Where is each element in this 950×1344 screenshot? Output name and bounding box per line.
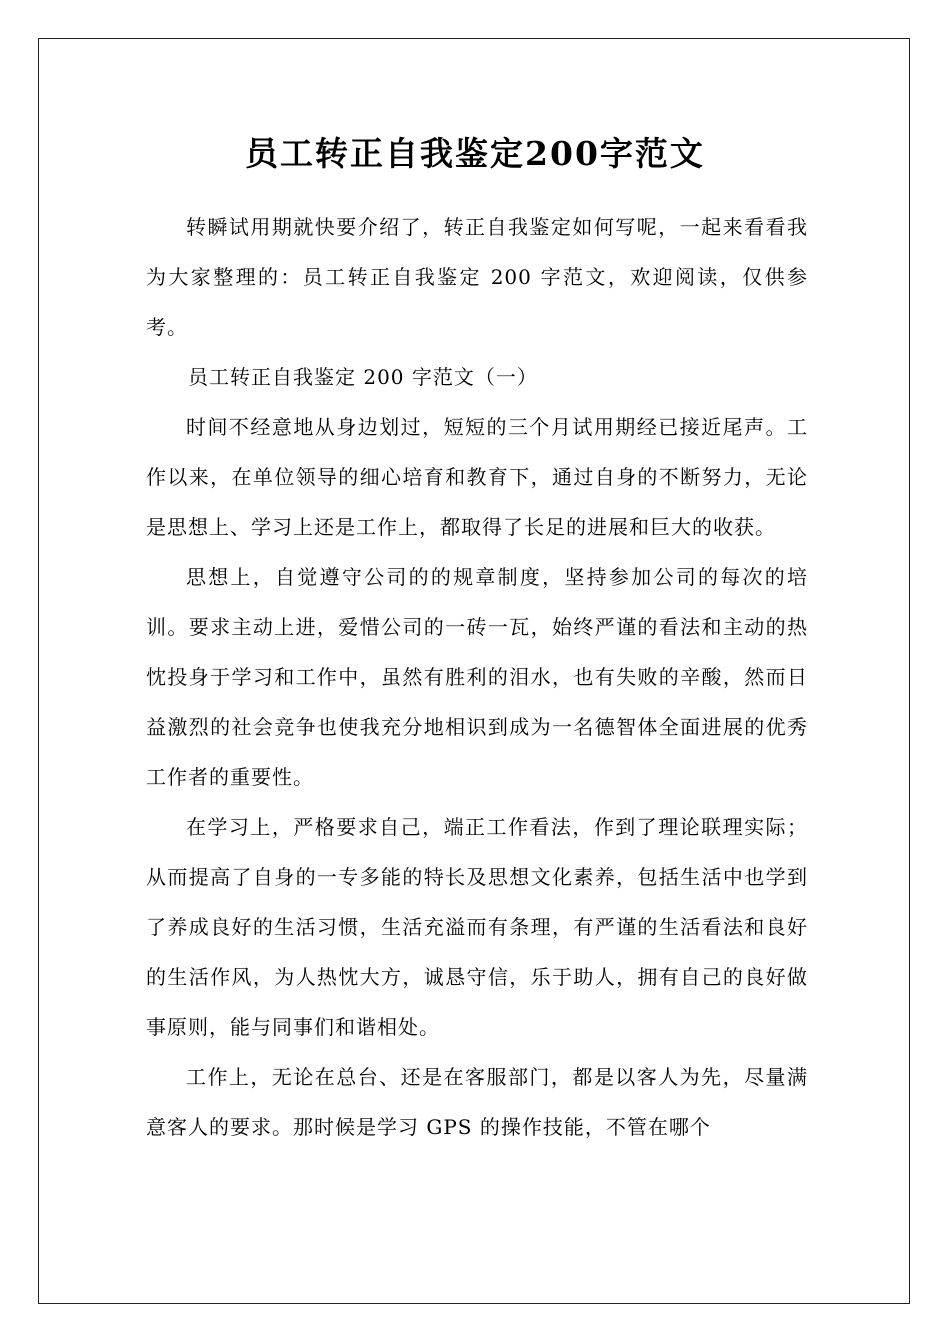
paragraph-work: 工作上，无论在总台、还是在客服部门，都是以客人为先，尽量满意客人的要求。那时候是学习 GPS 的操作技能，不管在哪个	[146, 1065, 808, 1139]
document-title: 员工转正自我鉴定200字范文	[245, 134, 705, 173]
paragraph-intro: 转瞬试用期就快要介绍了，转正自我鉴定如何写呢，一起来看看我为大家整理的：员工转正自我鉴定 200 字范文，欢迎阅读，仅供参考。	[146, 215, 808, 339]
document-body	[146, 202, 808, 1152]
paragraph-study: 在学习上，严格要求自己，端正工作看法，作到了理论联理实际；从而提高了自身的一专多能的特长及思想文化素养，包括生活中也学到了养成良好的生活习惯，生活充溢而有条理，有严谨的生活看法和良好的生活作风，为人热忱大方，诚恳守信，乐于助人，拥有自己的良好做事原则，能与同事们和谐相处。	[146, 815, 808, 1039]
section-heading: 员工转正自我鉴定 200 字范文（一）	[188, 365, 538, 389]
paragraph-overview: 时间不经意地从身边划过，短短的三个月试用期经已接近尾声。工作以来，在单位领导的细心培育和教育下，通过自身的不断努力，无论是思想上、学习上还是工作上，都取得了长足的进展和巨大的收获。	[146, 415, 808, 539]
paragraph-thought: 思想上，自觉遵守公司的的规章制度，坚持参加公司的每次的培训。要求主动上进，爱惜公司的一砖一瓦，始终严谨的看法和主动的热忱投身于学习和工作中，虽然有胜利的泪水，也有失败的辛酸，然而日益激烈的社会竞争也使我充分地相识到成为一名德智体全面进展的优秀工作者的重要性。	[146, 565, 808, 789]
